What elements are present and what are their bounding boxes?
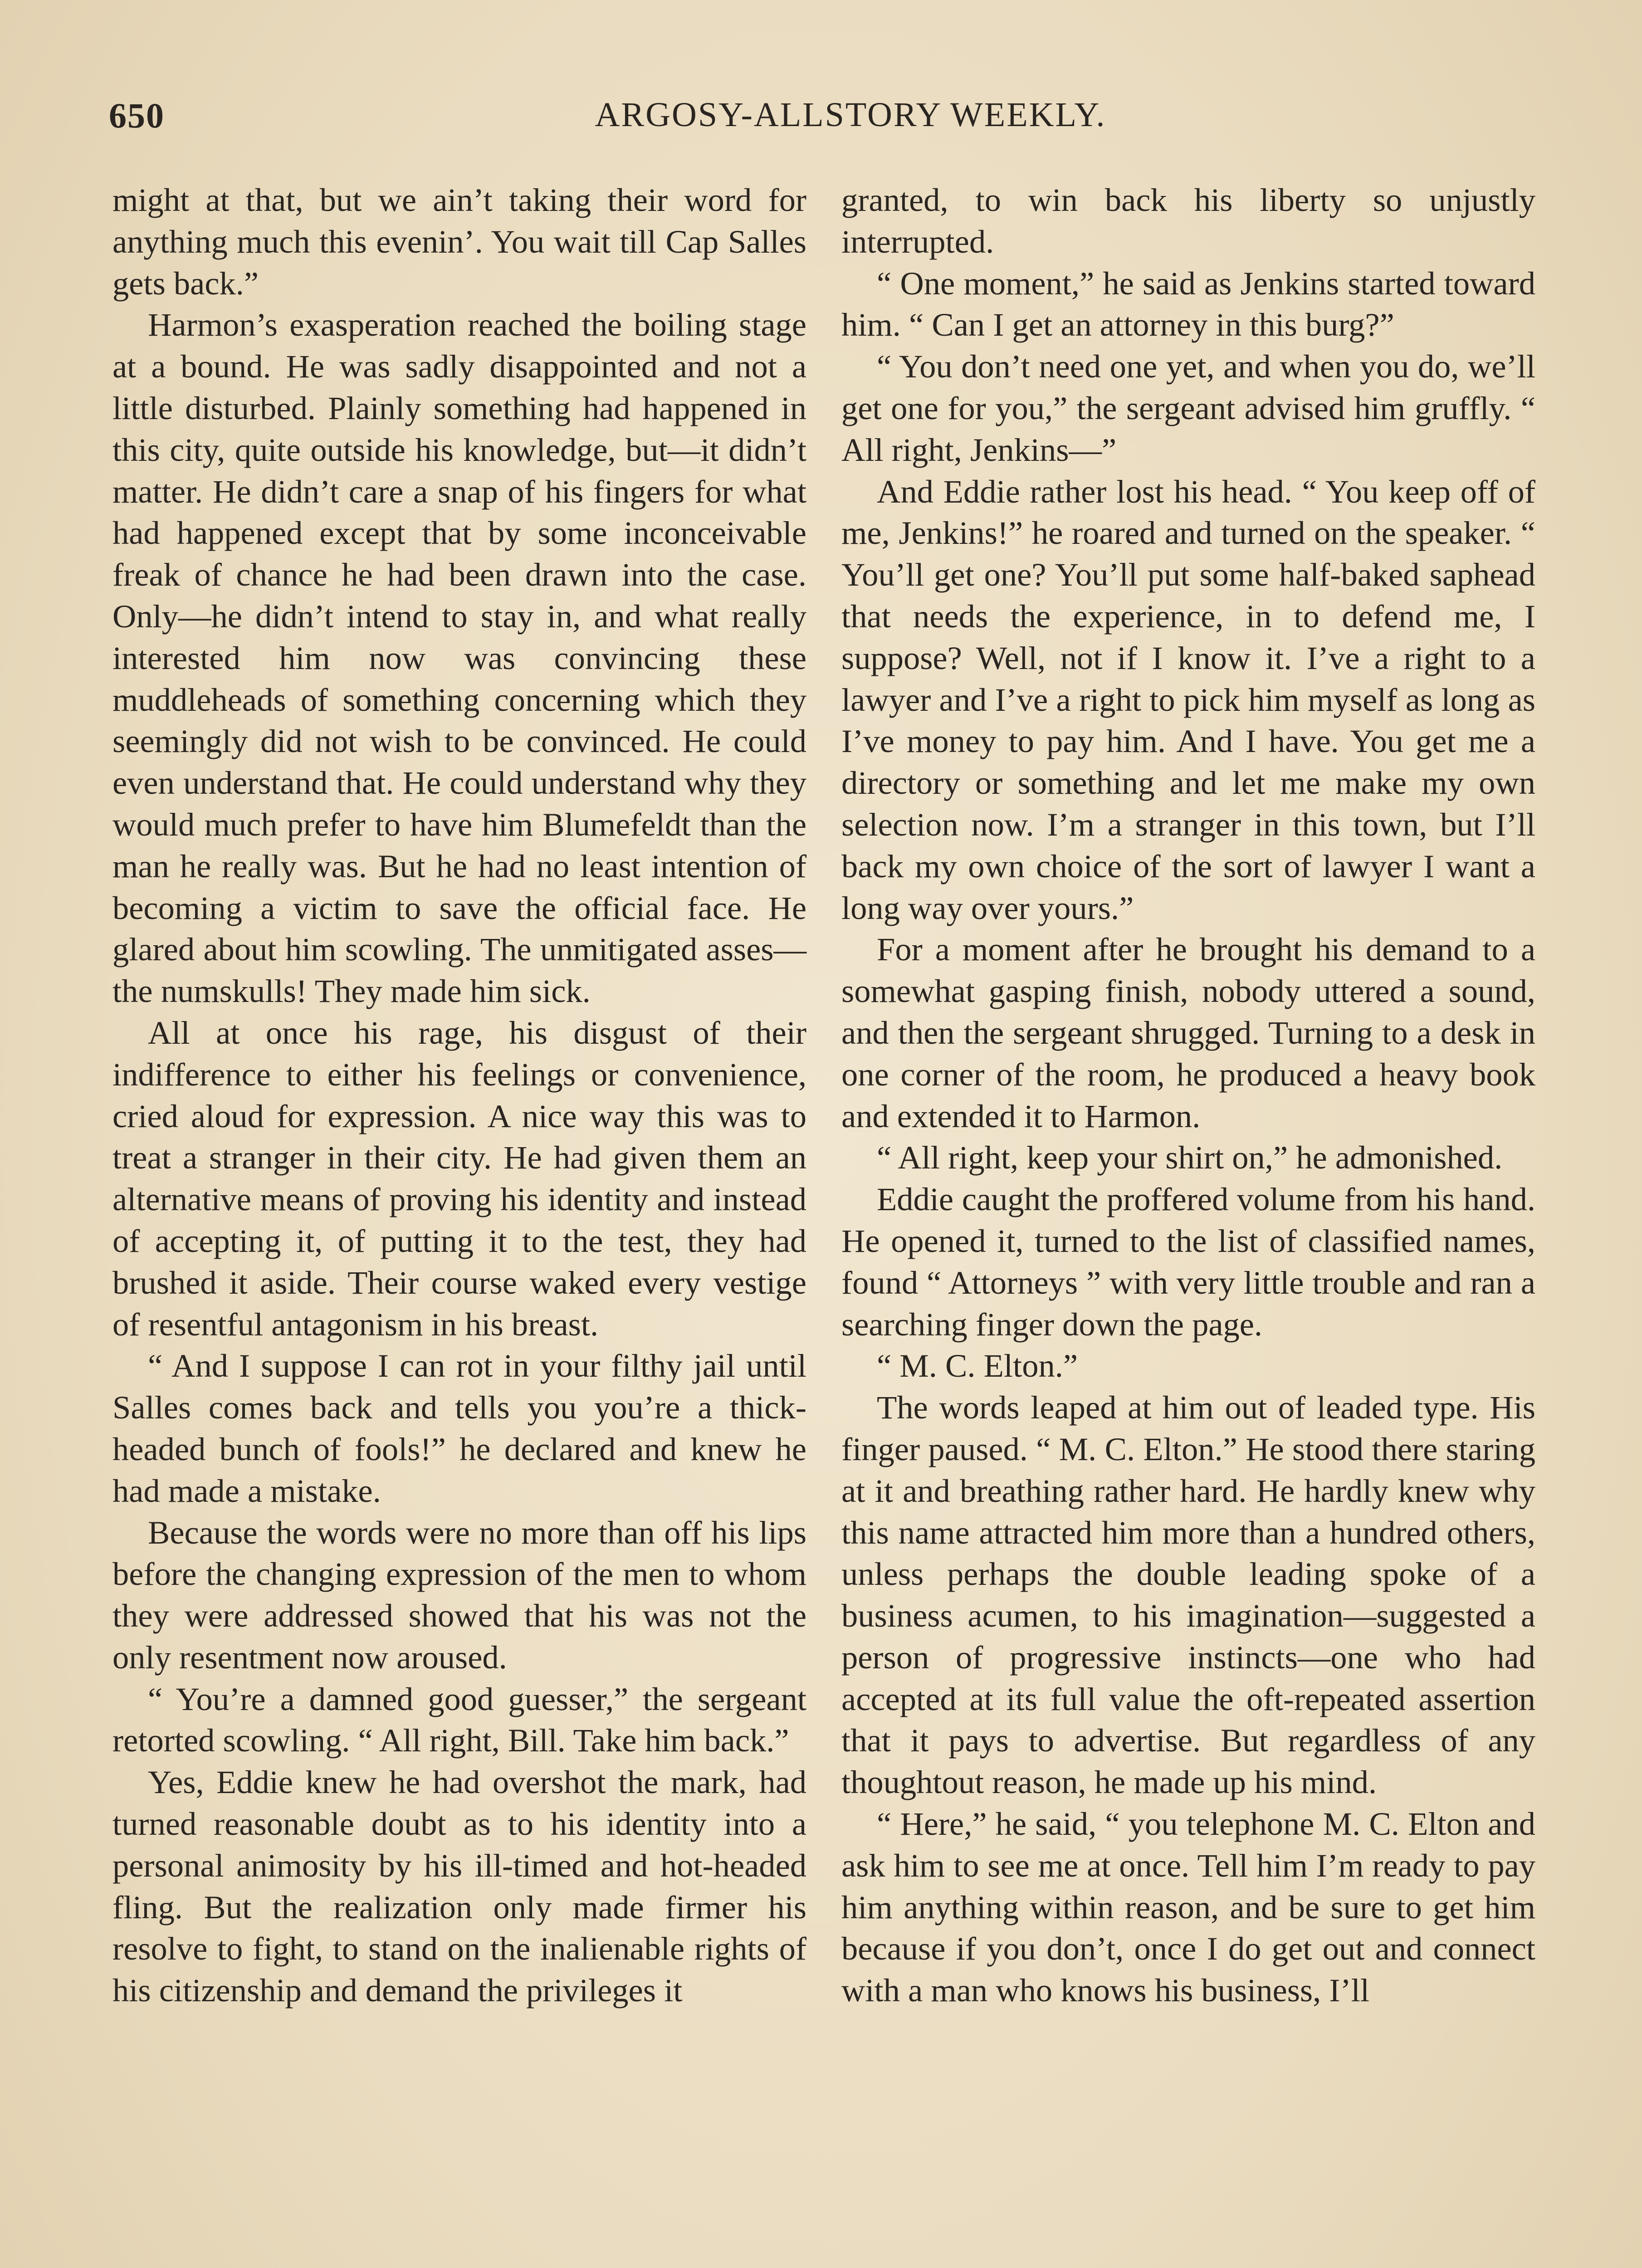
paragraph: Eddie caught the proffered volume from his hand. He opened it, turned to the list of classified names, found “ Attorneys ” with very little trouble and ran a searching finger down the page. <box>841 1181 1535 1343</box>
left-column <box>112 179 806 2011</box>
paragraph: “ You’re a damned good guesser,” the sergeant retorted scowling. “ All right, Bill. Take him back.” <box>112 1680 806 1759</box>
running-title: ARGOSY-ALLSTORY WEEKLY. <box>595 96 1106 134</box>
paragraph: And Eddie rather lost his head. “ You keep off of me, Jenkins!” he roared and turned on the speaker. “ You’ll get one? You’ll put some half-baked saphead that needs the experience, in to defend me, I suppose? Well, not if I know it. I’ve a right to a lawyer and I’ve a right to pick him myself as long as I’ve money to pay him. And I have. You get me a directory or something and let me make my own selection now. I’m a stranger in this town, but I’ll back my own choice of the sort of lawyer I want a long way over yours.” <box>841 473 1535 926</box>
paragraph: “ You don’t need one yet, and when you do, we’ll get one for you,” the sergeant advised him gruffly. “ All right, Jenkins—” <box>841 348 1535 468</box>
right-column <box>841 179 1535 2011</box>
paragraph: “ One moment,” he said as Jenkins started toward him. “ Can I get an attorney in this burg?” <box>841 264 1535 343</box>
paragraph: granted, to win back his liberty so unjustly interrupted. <box>841 181 1535 260</box>
paragraph: For a moment after he brought his demand to a somewhat gasping finish, nobody uttered a sound, and then the sergeant shrugged. Turning to a desk in one corner of the room, he produced a heavy book and extended it to Harmon. <box>841 931 1535 1134</box>
paragraph: The words leaped at him out of leaded type. His finger paused. “ M. C. Elton.” He stood there staring at it and breathing rather hard. He hardly knew why this name attracted him more than a hundred others, unless perhaps the double leading spoke of a business acumen, to his imagination—suggested a person of progressive instincts—one who had accepted at its full value the oft-repeated assertion that it pays to advertise. But regardless of any thoughtout reason, he made up his mind. <box>841 1389 1535 1801</box>
paragraph: “ And I suppose I can rot in your filthy jail until Salles comes back and tells you you’re a thick-headed bunch of fools!” he declared and knew he had made a mistake. <box>112 1347 806 1509</box>
paragraph: All at once his rage, his disgust of their indifference to either his feelings or convenience, cried aloud for expression. A nice way this was to treat a stranger in their city. He had given them an alternative means of proving his identity and instead of accepting it, of putting it to the test, they had brushed it aside. Their course waked every vestige of resentful antagonism in his breast. <box>112 1014 806 1343</box>
page-number: 650 <box>109 96 165 135</box>
paragraph: might at that, but we ain’t taking their word for anything much this evenin’. You wait till Cap Salles gets back.” <box>112 181 806 302</box>
paragraph: “ Here,” he said, “ you telephone M. C. Elton and ask him to see me at once. Tell him I’m ready to pay him anything within reason, and be sure to get him because if you don’t, once I do get out and connect with a man who knows his business, I’ll <box>841 1805 1535 2009</box>
paragraph: Yes, Eddie knew he had overshot the mark, had turned reasonable doubt as to his identity into a personal animosity by his ill-timed and hot-headed fling. But the realization only made firmer his resolve to fight, to stand on the inalienable rights of his citizenship and demand the privileges it <box>112 1764 806 2009</box>
paragraph: “ All right, keep your shirt on,” he admonished. <box>877 1139 1503 1176</box>
paragraph: “ M. C. Elton.” <box>877 1347 1078 1384</box>
paragraph: Because the words were no more than off his lips before the changing expression of the men to whom they were addressed showed that his was not the only resentment now aroused. <box>112 1514 806 1676</box>
paragraph: Harmon’s exasperation reached the boiling stage at a bound. He was sadly disappointed and not a little disturbed. Plainly something had happened in this city, quite outside his knowledge, but—it didn’t matter. He didn’t care a snap of his fingers for what had happened except that by some inconceivable freak of chance he had been drawn into the case. Only—he didn’t intend to stay in, and what really interested him now was convincing these muddleheads of something concerning which they seemingly did not wish to be convinced. He could even understand that. He could understand why they would much prefer to have him Blumefeldt than the man he really was. But he had no least intention of becoming a victim to save the official face. He glared about him scowling. The unmitigated asses—the numskulls! They made him sick. <box>112 306 806 1010</box>
page-header <box>109 95 1538 150</box>
